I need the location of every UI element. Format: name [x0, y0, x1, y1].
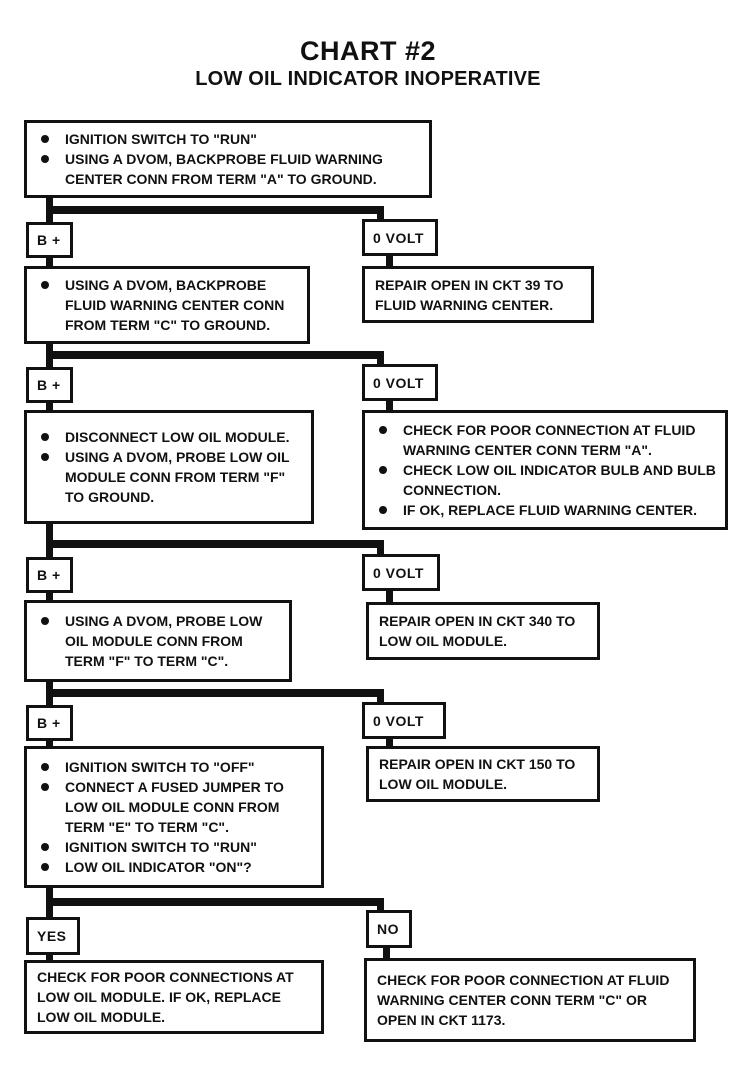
result-text: REPAIR OPEN IN CKT 150 TO LOW OIL MODULE.: [379, 756, 576, 792]
chart-subtitle: LOW OIL INDICATOR INOPERATIVE: [195, 68, 541, 90]
connector-branch2-right-down: [377, 351, 384, 365]
bullet-list: [27, 275, 307, 335]
connector-branch1-bar: [46, 206, 384, 214]
bullet-item: IGNITION SWITCH TO "OFF": [27, 757, 321, 777]
branch-label-b-plus-3: B +: [26, 557, 73, 593]
connector-branch2-bar: [46, 351, 384, 359]
branch-label-0-volt-1: 0 VOLT: [362, 219, 438, 256]
bullet-item: CHECK FOR POOR CONNECTION AT FLUID WARNING CENTER CONN TERM "A".: [365, 420, 725, 460]
bullet-item: IF OK, REPLACE FLUID WARNING CENTER.: [365, 500, 725, 520]
bullet-list: [365, 420, 725, 520]
step-box-1: [24, 120, 432, 198]
connector-branch5-bar: [46, 898, 384, 906]
result-box-check-fluid-warning-center: [362, 410, 728, 530]
bullet-item: IGNITION SWITCH TO "RUN": [27, 837, 321, 857]
result-box-repair-ckt-39: [362, 266, 594, 323]
bullet-item: USING A DVOM, PROBE LOW OIL MODULE CONN FROM TERM "F" TO GROUND.: [27, 447, 311, 507]
bullet-item: USING A DVOM, BACKPROBE FLUID WARNING CENTER CONN FROM TERM "A" TO GROUND.: [27, 149, 429, 189]
bullet-list: [27, 129, 429, 189]
result-text: CHECK FOR POOR CONNECTIONS AT LOW OIL MODULE. IF OK, REPLACE LOW OIL MODULE.: [37, 969, 294, 1025]
bullet-list: [27, 427, 311, 507]
result-box-repair-ckt-150: [366, 746, 600, 802]
bullet-list: [27, 757, 321, 877]
bullet-item: USING A DVOM, BACKPROBE FLUID WARNING CENTER CONN FROM TERM "C" TO GROUND.: [27, 275, 307, 335]
branch-label-b-plus-1: B +: [26, 222, 73, 258]
branch-label-b-plus-4: B +: [26, 705, 73, 741]
chart-title: CHART #2: [299, 36, 437, 66]
bullet-item: USING A DVOM, PROBE LOW OIL MODULE CONN FROM TERM "F" TO TERM "C".: [27, 611, 289, 671]
bullet-item: IGNITION SWITCH TO "RUN": [27, 129, 429, 149]
branch-label-0-volt-4: 0 VOLT: [362, 702, 446, 739]
branch-label-yes: YES: [26, 917, 80, 955]
branch-label-b-plus-2: B +: [26, 367, 73, 403]
connector-branch1-right-down: [377, 206, 384, 220]
step-box-2: [24, 266, 310, 344]
result-box-check-low-oil-module: [24, 960, 324, 1034]
bullet-list: [27, 611, 289, 671]
connector-branch3-right-down: [377, 540, 384, 555]
result-text: REPAIR OPEN IN CKT 340 TO LOW OIL MODULE.: [379, 613, 576, 649]
bullet-item: DISCONNECT LOW OIL MODULE.: [27, 427, 311, 447]
bullet-item: LOW OIL INDICATOR "ON"?: [27, 857, 321, 877]
branch-label-no: NO: [366, 910, 412, 948]
result-box-check-fluid-warning-ckt-1173: [364, 958, 696, 1042]
bullet-item: CHECK LOW OIL INDICATOR BULB AND BULB CONNECTION.: [365, 460, 725, 500]
result-text: CHECK FOR POOR CONNECTION AT FLUID WARNING CENTER CONN TERM "C" OR OPEN IN CKT 1173.: [377, 972, 670, 1028]
step-box-5: [24, 746, 324, 888]
step-box-4: [24, 600, 292, 682]
step-box-3: [24, 410, 314, 524]
connector-branch3-bar: [46, 540, 384, 548]
bullet-item: CONNECT A FUSED JUMPER TO LOW OIL MODULE CONN FROM TERM "E" TO TERM "C".: [27, 777, 321, 837]
result-box-repair-ckt-340: [366, 602, 600, 660]
branch-label-0-volt-3: 0 VOLT: [362, 554, 440, 591]
result-text: REPAIR OPEN IN CKT 39 TO FLUID WARNING CENTER.: [375, 276, 564, 313]
connector-branch4-bar: [46, 689, 384, 697]
branch-label-0-volt-2: 0 VOLT: [362, 364, 438, 401]
connector-branch4-right-down: [377, 689, 384, 703]
